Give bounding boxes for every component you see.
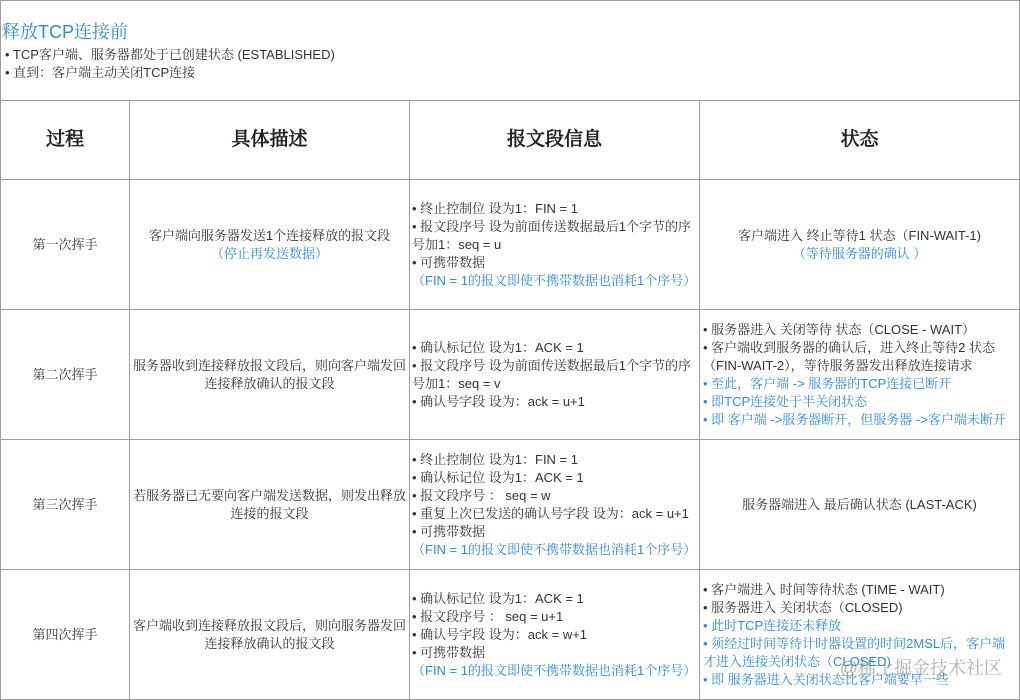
description-line: 服务器收到连接释放报文段后，则向客户端发回连接释放确认的报文段 [132,357,406,391]
segment-lines [412,451,699,559]
state-cell [700,440,1020,570]
segment-line: • 可携带数据 [412,523,486,539]
process-cell [0,180,130,310]
segment-line: （FIN = 1的报文即使不携带数据也消耗1个序号） [412,272,697,288]
column-header-label: 过程 [45,129,84,150]
column-header-label: 具体描述 [231,129,308,150]
segment-line: • 报文段序号 设为前面传送数据最后1个字节的序号加1：seq = v [412,357,692,391]
state-line: • 此时TCP连接还未释放 [703,617,842,633]
process-label: 第三次挥手 [32,496,98,512]
description-line: 若服务器已无要向客户端发送数据，则发出释放连接的报文段 [132,487,406,521]
state-line: • 至此，客户端 -> 服务器的TCP连接已断开 [703,375,952,391]
segment-line: （FIN = 1的报文即使不携带数据也消耗1个序号） [412,541,697,557]
description-cell [130,440,410,570]
state-line: • 服务器进入 关闭等待 状态（CLOSE - WAIT） [703,321,976,337]
state-cell [700,570,1020,700]
watermark: @稀土掘金技术社区 [839,658,1002,678]
description-cell [130,310,410,440]
description-lines [132,357,407,393]
process-cell [0,440,130,570]
segment-line: • 确认标记位 设为1：ACK = 1 [412,590,584,606]
column-header-label: 报文段信息 [506,129,602,150]
segment-info-cell [410,440,700,570]
state-line: （等待服务器的确认 ） [792,245,927,261]
column-header-label: 状态 [840,129,879,150]
column-header-segment-info [410,100,700,180]
state-lines [703,496,1016,514]
state-line: • 客户端进入 时间等待状态 (TIME - WAIT) [703,581,945,597]
segment-line: • 报文段序号 ： seq = u+1 [412,608,564,624]
segment-line: • 报文段序号 设为前面传送数据最后1个字节的序号加1：seq = u [412,218,692,252]
intro-note-established: • TCP客户端、服务器都处于已创建状态 (ESTABLISHED) [5,47,335,62]
description-line: （停止再发送数据） [210,245,328,261]
state-cell [700,180,1020,310]
segment-info-cell [410,310,700,440]
segment-line: • 终止控制位 设为1：FIN = 1 [412,200,578,216]
segment-line: （FIN = 1的报文即使不携带数据也消耗1个序号） [412,662,697,678]
segment-line: • 确认号字段 设为：ack = u+1 [412,393,585,409]
segment-info-cell [410,180,700,310]
state-line: • 客户端收到服务器的确认后，进入终止等待2 状态（FIN-WAIT-2），等待服务器发出释放连接请求 [703,339,996,373]
handshake-table [0,100,1020,700]
segment-line: • 可携带数据 [412,254,486,270]
state-lines [703,321,1016,429]
state-line: • 即 服务器进入关闭状态比客户端要早一些 [703,671,949,687]
description-lines [132,227,407,263]
segment-lines [412,339,699,411]
process-label: 第四次挥手 [32,626,98,642]
description-lines [132,617,407,653]
state-cell [700,310,1020,440]
segment-line: • 终止控制位 设为1：FIN = 1 [412,451,578,467]
column-header-process [0,100,130,180]
state-line: • 服务器进入 关闭状态（CLOSED) [703,599,903,615]
segment-lines [412,590,699,680]
description-line: 客户端收到连接释放报文段后，则向服务器发回连接释放确认的报文段 [132,617,406,651]
description-lines [132,487,407,523]
state-line: • 须经过时间等待计时器设置的时间2MSL后，客户端才进入连接关闭状态（CLOSED) [703,635,1006,669]
column-header-description [130,100,410,180]
page-title: 释放TCP连接前 [2,22,128,42]
segment-line: • 确认号字段 设为：ack = w+1 [412,626,588,642]
segment-line: • 重复上次已发送的确认号字段 设为：ack = u+1 [412,505,689,521]
segment-line: • 确认标记位 设为1：ACK = 1 [412,469,584,485]
segment-line: • 确认标记位 设为1：ACK = 1 [412,339,584,355]
process-cell [0,310,130,440]
state-line: 服务器端进入 最后确认状态 (LAST-ACK) [742,496,977,512]
state-line: 客户端进入 终止等待1 状态（FIN-WAIT-1) [738,227,981,243]
description-cell [130,180,410,310]
intro-panel [0,0,1020,100]
process-cell [0,570,130,700]
process-label: 第一次挥手 [32,236,98,252]
state-lines [703,581,1016,689]
column-header-state [700,100,1020,180]
segment-lines [412,200,699,290]
process-label: 第二次挥手 [32,366,98,382]
intro-note-until-close: • 直到：客户端主动关闭TCP连接 [5,65,196,80]
segment-info-cell [410,570,700,700]
state-line: • 即 客户端 ->服务器断开，但服务器 ->客户端未断开 [703,411,1006,427]
description-cell [130,570,410,700]
state-lines [703,227,1016,263]
segment-line: • 报文段序号 ： seq = w [412,487,551,503]
description-line: 客户端向服务器发送1个连接释放的报文段 [148,227,391,243]
segment-line: • 可携带数据 [412,644,486,660]
state-line: • 即TCP连接处于半关闭状态 [703,393,868,409]
